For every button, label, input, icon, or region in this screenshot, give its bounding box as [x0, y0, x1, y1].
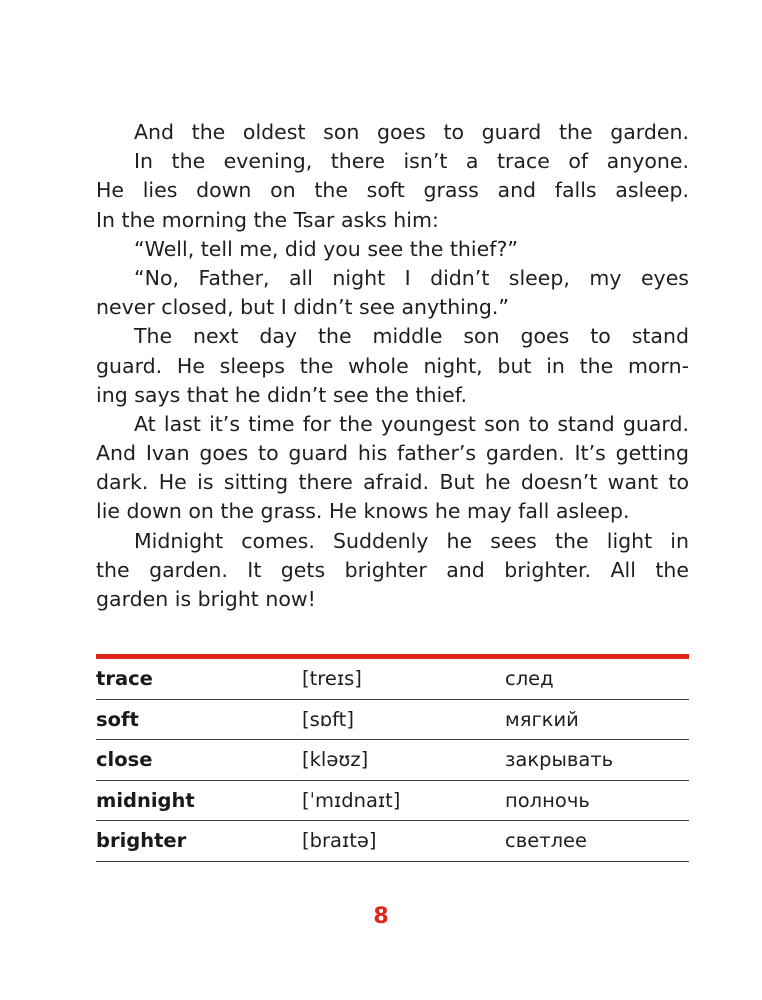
page-number: 8 [373, 904, 389, 929]
text-line: guard. He sleeps the whole night, but in the morn- [96, 353, 689, 378]
vocab-row-soft [96, 700, 689, 741]
text-line: ing says that he didn’t see the thief. [96, 382, 468, 407]
text-line: In the evening, there isn’t a trace of anyone. [134, 149, 689, 174]
vocab-transcription: [braɪtə] [302, 829, 377, 853]
vocab-transcription: [kləʊz] [302, 748, 369, 772]
vocab-word: trace [96, 667, 153, 691]
text-line: dark. He is sitting there afraid. But he doesn’t want to [96, 470, 689, 495]
text-line: never closed, but I didn’t see anything.” [96, 295, 510, 320]
text-line: In the morning the Tsar asks him: [96, 207, 439, 232]
vocabulary-table [96, 654, 689, 862]
vocab-row-trace [96, 659, 689, 700]
text-line: lie down on the grass. He knows he may fall asleep. [96, 499, 630, 524]
text-line: “No, Father, all night I didn’t sleep, my eyes [134, 265, 689, 290]
vocab-word: midnight [96, 788, 195, 812]
text-line: the garden. It gets brighter and brighter. All the [96, 557, 689, 582]
vocab-transcription: [treɪs] [302, 667, 362, 691]
text-line: And the oldest son goes to guard the garden. [134, 120, 689, 144]
vocab-word: brighter [96, 829, 187, 853]
vocab-transcription: [sɒft] [302, 707, 354, 731]
vocab-word: soft [96, 707, 139, 731]
story-text [96, 118, 689, 614]
text-line: He lies down on the soft grass and falls asleep. [96, 178, 689, 203]
text-line: “Well, tell me, did you see the thief?” [134, 236, 518, 261]
vocab-translation: светлее [505, 829, 588, 853]
text-line: And Ivan goes to guard his father’s garden. It’s getting [96, 441, 689, 466]
vocab-transcription: [ˈmɪdnaɪt] [302, 788, 401, 812]
text-line: The next day the middle son goes to stand [134, 324, 689, 349]
vocab-translation: след [505, 667, 554, 691]
vocab-row-close [96, 740, 689, 781]
text-line: At last it’s time for the youngest son to stand guard. [134, 411, 689, 436]
text-line: Midnight comes. Suddenly he sees the light in [134, 528, 689, 553]
vocab-row-brighter [96, 821, 689, 862]
vocab-translation: полночь [505, 788, 590, 812]
vocab-translation: мягкий [505, 707, 579, 731]
vocab-row-midnight [96, 781, 689, 822]
text-line: garden is bright now! [96, 587, 316, 611]
vocab-translation: закрывать [505, 748, 614, 772]
vocab-word: close [96, 748, 153, 772]
